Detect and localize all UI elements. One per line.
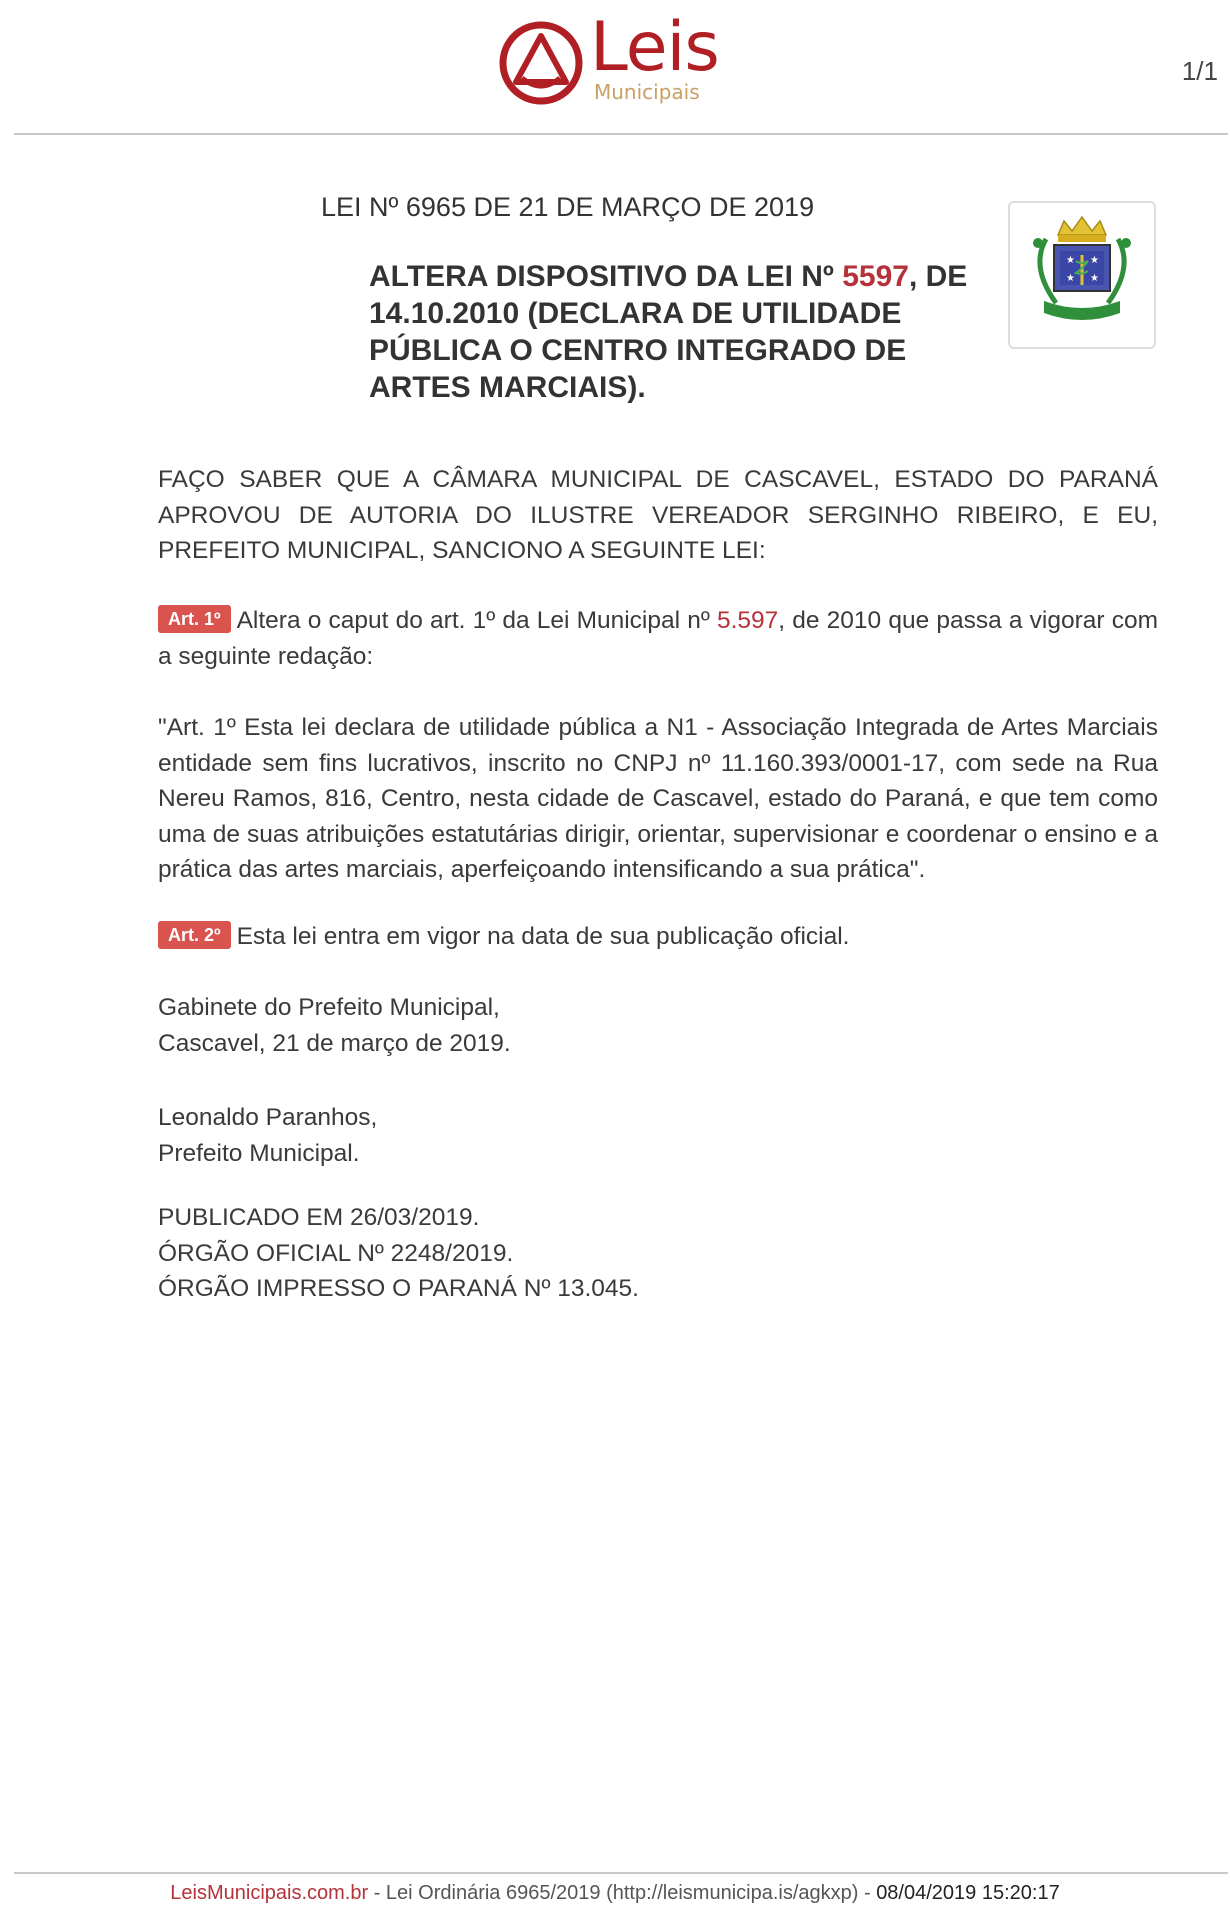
- printed-organ: ÓRGÃO IMPRESSO O PARANÁ Nº 13.045.: [158, 1275, 639, 1302]
- footer-site-link[interactable]: LeisMunicipais.com.br: [170, 1882, 369, 1904]
- svg-text:★: ★: [1066, 273, 1075, 284]
- logo-triangle-icon: [498, 20, 584, 106]
- article-1-badge: Art. 1º: [158, 605, 231, 633]
- signer-name: Leonaldo Paranhos,: [158, 1104, 378, 1131]
- law-number: LEI Nº 6965 DE 21 DE MARÇO DE 2019: [321, 192, 815, 222]
- header-divider: [14, 133, 1228, 135]
- signer-role: Prefeito Municipal.: [158, 1139, 360, 1167]
- footer-divider: [14, 1872, 1228, 1874]
- article-2-badge: Art. 2º: [158, 921, 231, 949]
- footer-timestamp: 08/04/2019 15:20:17: [876, 1882, 1060, 1904]
- signature: [158, 1100, 1158, 1171]
- office-line: Gabinete do Prefeito Municipal,: [158, 994, 500, 1021]
- referenced-law-link[interactable]: 5597: [842, 260, 909, 293]
- svg-text:★: ★: [1090, 255, 1099, 266]
- law-heading-text: ALTERA DISPOSITIVO DA LEI Nº: [369, 260, 843, 293]
- referenced-law-5597-link[interactable]: 5.597: [716, 607, 779, 634]
- logo-word: Leis: [590, 8, 719, 87]
- article-1: [158, 603, 1158, 674]
- cascavel-coat-of-arms: [1008, 201, 1156, 349]
- official-organ: ÓRGÃO OFICIAL Nº 2248/2019.: [158, 1239, 514, 1267]
- place-date-line: Cascavel, 21 de março de 2019.: [158, 1029, 511, 1057]
- law-heading-text-rest: , DE 14.10.2010 (DECLARA DE UTILIDADE PÚBLICA O CENTRO INTEGRADO DE ARTES MARCIAIS).: [369, 260, 968, 404]
- logo-subtitle: Municipais: [594, 80, 700, 104]
- office-and-date: [158, 990, 1158, 1061]
- enactment-clause: FAÇO SABER QUE A CÂMARA MUNICIPAL DE CASCAVEL, ESTADO DO PARANÁ APROVOU DE AUTORIA DO ILUSTRE VEREADOR SERGINHO RIBEIRO, E EU, PREFEITO MUNICIPAL, SANCIONO A SEGUINTE LEI:: [158, 466, 1158, 564]
- published-date: PUBLICADO EM 26/03/2019.: [158, 1204, 480, 1231]
- law-heading: [369, 258, 1009, 406]
- footer-law-reference: - Lei Ordinária 6965/2019 (http://leismunicipa.is/agkxp) -: [368, 1882, 877, 1904]
- svg-text:★: ★: [1066, 255, 1075, 266]
- publication-info: [158, 1200, 1158, 1307]
- svg-text:★: ★: [1090, 273, 1099, 284]
- article-2: [158, 919, 1158, 955]
- article-2-text: Esta lei entra em vigor na data de sua publicação oficial.: [236, 923, 850, 950]
- article-1-new-wording: "Art. 1º Esta lei declara de utilidade pública a N1 - Associação Integrada de Artes Marciais entidade sem fins lucrativos, inscrito no CNPJ nº 11.160.393/0001-17, com sede na Rua Nereu Ramos, 816, Centro, nesta cidade de Cascavel, estado do Paraná, e que tem como uma de suas atribuições estatutárias dirigir, orientar, supervisionar e coordenar o ensino e a prática das artes marciais, aperfeiçoando intensificando a sua prática".: [158, 714, 1158, 883]
- leis-municipais-logo[interactable]: [498, 8, 728, 111]
- page-header: [0, 0, 1230, 136]
- article-1-text: Altera o caput do art. 1º da Lei Municipal nº: [236, 607, 717, 634]
- article-1-text-rest: , de 2010 que passa a vigorar com a seguinte redação:: [158, 607, 1158, 670]
- page-indicator: 1/1: [1181, 56, 1218, 86]
- page-footer: [0, 1882, 1230, 1905]
- coat-of-arms-icon: [1016, 209, 1148, 341]
